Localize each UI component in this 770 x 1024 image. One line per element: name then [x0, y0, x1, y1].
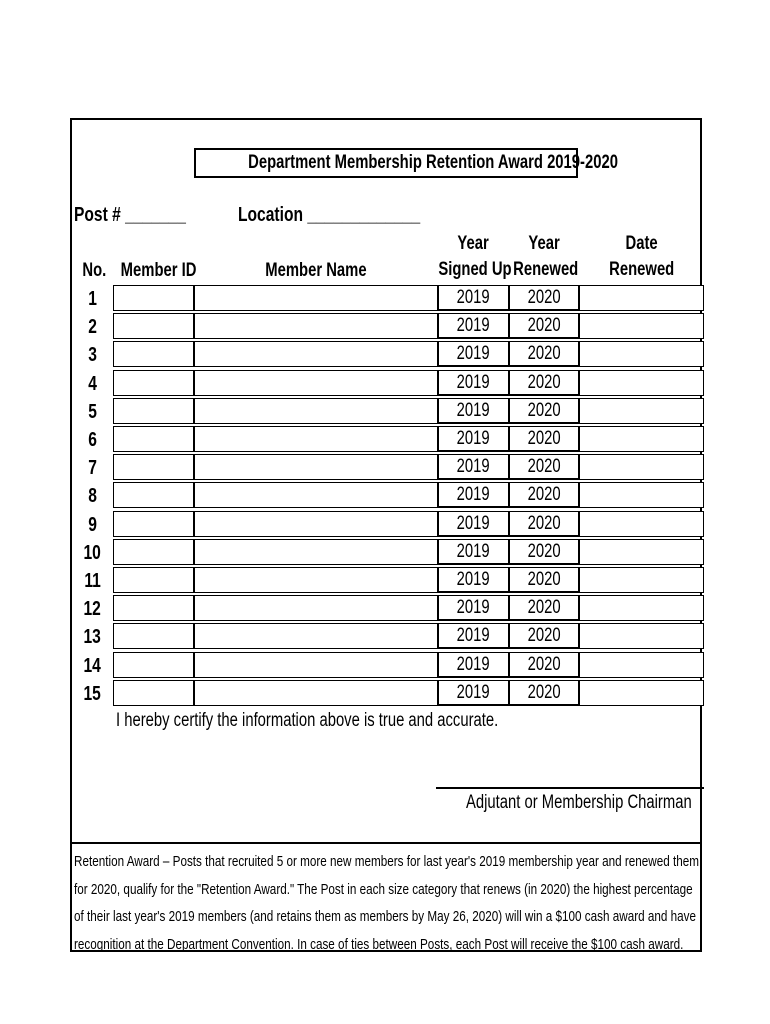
row-number: 1	[88, 288, 97, 310]
table-row	[88, 370, 704, 398]
date-renewed-cell[interactable]	[579, 426, 704, 452]
header-year-signed-up: Year Signed Up	[438, 233, 512, 280]
year-renewed-cell: 2020	[509, 370, 579, 396]
row-number: 11	[84, 570, 101, 592]
table-row	[88, 454, 704, 482]
year-renewed-cell: 2020	[509, 680, 579, 706]
row-number: 14	[83, 654, 102, 677]
year-signed-up-cell: 2019	[438, 426, 509, 452]
year-signed-up-cell: 2019	[438, 652, 509, 678]
year-renewed-cell: 2020	[509, 398, 579, 424]
member-name-cell[interactable]	[194, 482, 438, 508]
member-id-cell[interactable]	[113, 567, 194, 593]
year-renewed-cell: 2020	[509, 567, 579, 593]
signature-line[interactable]	[436, 787, 704, 789]
header-date-renewed: Date Renewed	[608, 233, 675, 280]
member-name-cell[interactable]	[194, 370, 438, 396]
date-renewed-cell[interactable]	[579, 567, 704, 593]
year-renewed-cell: 2020	[509, 454, 579, 480]
table-row	[88, 313, 704, 341]
table-row	[88, 398, 704, 426]
table-row	[88, 482, 704, 510]
date-renewed-cell[interactable]	[579, 370, 704, 396]
year-signed-up-cell: 2019	[438, 539, 509, 565]
table-row	[88, 511, 704, 539]
year-signed-up-cell: 2019	[438, 454, 509, 480]
member-id-cell[interactable]	[113, 454, 194, 480]
signature-label: Adjutant or Membership Chairman	[466, 792, 692, 813]
date-renewed-cell[interactable]	[579, 680, 704, 706]
member-name-cell[interactable]	[194, 595, 438, 621]
year-renewed-cell: 2020	[509, 313, 579, 339]
row-number: 15	[83, 682, 102, 705]
row-number: 12	[83, 598, 102, 621]
retention-award-note	[72, 842, 700, 958]
member-name-cell[interactable]	[194, 623, 438, 649]
date-renewed-cell[interactable]	[579, 482, 704, 508]
year-signed-up-cell: 2019	[438, 313, 509, 339]
row-number: 9	[88, 513, 97, 536]
member-name-cell[interactable]	[194, 539, 438, 565]
row-number: 2	[88, 316, 97, 339]
table-row	[88, 285, 704, 313]
table-row	[83, 623, 704, 651]
year-signed-up-cell: 2019	[438, 680, 509, 706]
year-renewed-cell: 2020	[509, 623, 579, 649]
note-line: for 2020, qualify for the "Retention Award." The Post in each size category that renews (in 2020) the highest percentage	[74, 880, 693, 898]
form-title: Department Membership Retention Award 2019-2020	[194, 148, 578, 178]
member-name-cell[interactable]	[194, 511, 438, 537]
year-signed-up-cell: 2019	[438, 567, 509, 593]
table-row	[83, 680, 704, 708]
row-number: 4	[88, 372, 97, 395]
date-renewed-cell[interactable]	[579, 454, 704, 480]
date-renewed-cell[interactable]	[579, 313, 704, 339]
table-row	[84, 567, 704, 595]
certification-statement: I hereby certify the information above is true and accurate.	[116, 710, 499, 731]
location-field[interactable]: Location _____________	[238, 204, 421, 226]
member-id-cell[interactable]	[113, 482, 194, 508]
member-id-cell[interactable]	[113, 511, 194, 537]
member-id-cell[interactable]	[113, 426, 194, 452]
member-name-cell[interactable]	[194, 398, 438, 424]
date-renewed-cell[interactable]	[579, 595, 704, 621]
year-signed-up-cell: 2019	[438, 623, 509, 649]
member-name-cell[interactable]	[194, 652, 438, 678]
row-number: 6	[88, 429, 97, 451]
year-signed-up-cell: 2019	[438, 370, 509, 396]
year-renewed-cell: 2020	[509, 652, 579, 678]
member-id-cell[interactable]	[113, 370, 194, 396]
header-no: No.	[82, 260, 106, 281]
date-renewed-cell[interactable]	[579, 285, 704, 311]
year-renewed-cell: 2020	[509, 285, 579, 311]
member-id-cell[interactable]	[113, 341, 194, 367]
note-line: of their last year's 2019 members (and retains them as members by May 26, 2020) will win a $100 cash award and have	[74, 908, 697, 925]
header-member-name: Member Name	[265, 260, 367, 281]
member-name-cell[interactable]	[194, 341, 438, 367]
date-renewed-cell[interactable]	[579, 539, 704, 565]
member-id-cell[interactable]	[113, 539, 194, 565]
member-name-cell[interactable]	[194, 313, 438, 339]
year-renewed-cell: 2020	[509, 482, 579, 508]
year-signed-up-cell: 2019	[438, 285, 509, 311]
date-renewed-cell[interactable]	[579, 341, 704, 367]
row-number: 10	[83, 541, 102, 564]
table-row	[88, 341, 704, 369]
date-renewed-cell[interactable]	[579, 398, 704, 424]
member-id-cell[interactable]	[113, 595, 194, 621]
member-id-cell[interactable]	[113, 680, 194, 706]
row-number: 5	[88, 400, 97, 423]
row-number: 7	[88, 457, 97, 480]
post-number-field[interactable]: Post # _______	[74, 204, 186, 226]
member-id-cell[interactable]	[113, 398, 194, 424]
year-signed-up-cell: 2019	[438, 595, 509, 621]
table-row	[83, 595, 704, 623]
year-renewed-cell: 2020	[509, 511, 579, 537]
table-row	[88, 426, 704, 454]
year-renewed-cell: 2020	[509, 426, 579, 452]
member-id-cell[interactable]	[113, 285, 194, 311]
row-number: 3	[88, 344, 97, 367]
note-line: Retention Award – Posts that recruited 5 or more new members for last year's 2019 membership year and renewed them	[74, 853, 700, 870]
year-signed-up-cell: 2019	[438, 511, 509, 537]
member-name-cell[interactable]	[194, 454, 438, 480]
member-name-cell[interactable]	[194, 680, 438, 706]
date-renewed-cell[interactable]	[579, 511, 704, 537]
date-renewed-cell[interactable]	[579, 652, 704, 678]
row-number: 13	[83, 626, 102, 649]
member-name-cell[interactable]	[194, 426, 438, 452]
year-renewed-cell: 2020	[509, 595, 579, 621]
date-renewed-cell[interactable]	[579, 623, 704, 649]
member-id-cell[interactable]	[113, 313, 194, 339]
table-row	[83, 539, 704, 567]
retention-award-form	[70, 118, 702, 952]
year-signed-up-cell: 2019	[438, 482, 509, 508]
year-signed-up-cell: 2019	[438, 341, 509, 367]
member-id-cell[interactable]	[113, 652, 194, 678]
member-table	[83, 285, 704, 707]
header-member-id: Member ID	[120, 260, 197, 281]
member-id-cell[interactable]	[113, 623, 194, 649]
member-name-cell[interactable]	[194, 567, 438, 593]
row-number: 8	[88, 485, 97, 508]
year-renewed-cell: 2020	[509, 341, 579, 367]
header-year-renewed: Year Renewed	[513, 233, 579, 280]
member-name-cell[interactable]	[194, 285, 438, 311]
year-signed-up-cell: 2019	[438, 398, 509, 424]
year-renewed-cell: 2020	[509, 539, 579, 565]
table-row	[83, 652, 704, 680]
note-line: recognition at the Department Convention. In case of ties between Posts, each Post will receive the $100 cash award.	[74, 935, 684, 953]
